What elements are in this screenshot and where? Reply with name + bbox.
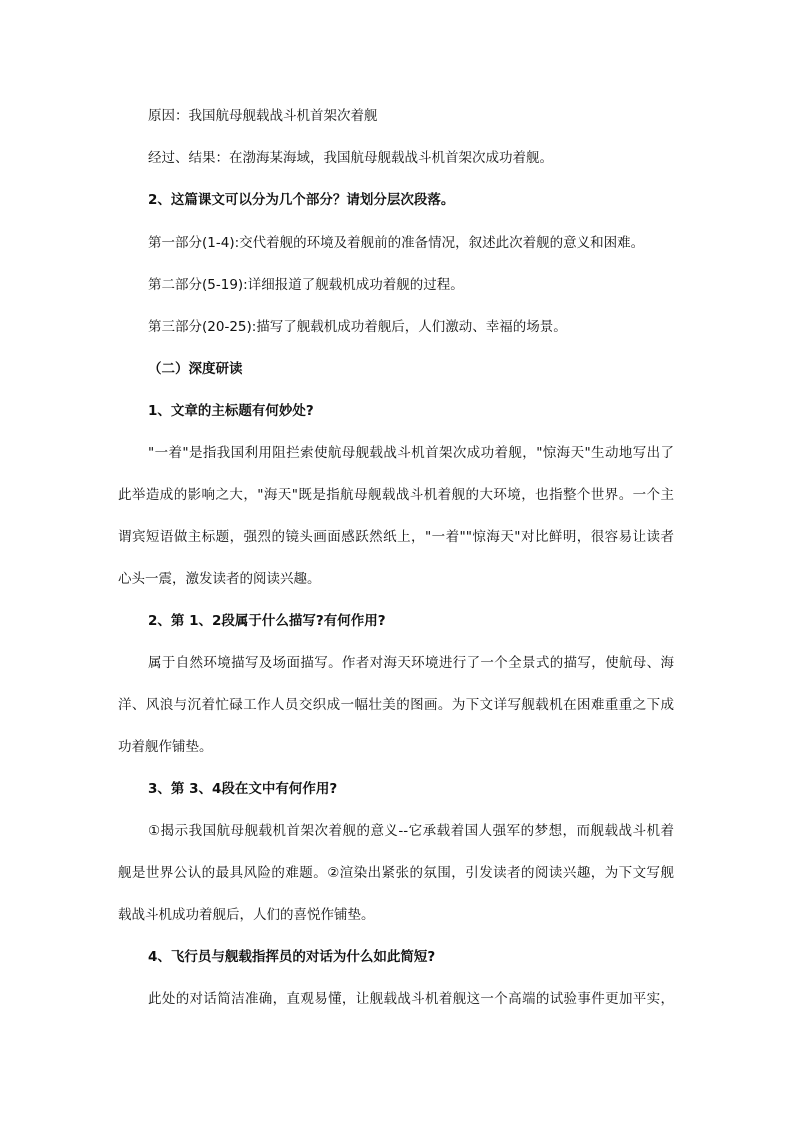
question-1-heading: 1、文章的主标题有何妙处? xyxy=(148,403,314,419)
question-4-heading: 4、飞行员与舰载指挥员的对话为什么如此简短? xyxy=(148,949,436,965)
answer-3-line-1: ①揭示我国航母舰载机首架次着舰的意义--它承载着国人强军的梦想，而舰载战斗机着 xyxy=(148,823,674,839)
part-1-line: 第一部分(1-4):交代着舰的环境及着舰前的准备情况，叙述此次着舰的意义和困难。 xyxy=(148,235,645,251)
question-2-heading: 2、这篇课文可以分为几个部分？请划分层次段落。 xyxy=(148,192,455,208)
answer-1-line-4: 心头一震，激发读者的阅读兴趣。 xyxy=(118,571,321,587)
question-3-heading: 3、第 3、4段在文中有何作用? xyxy=(148,781,338,797)
answer-3-line-2: 舰是世界公认的最具风险的难题。②渲染出紧张的氛围，引发读者的阅读兴趣，为下文写舰 xyxy=(118,865,674,881)
answer-1-line-2: 此举造成的影响之大，"海天"既是指航母舰载战斗机着舰的大环境，也指整个世界。一个主 xyxy=(118,487,674,503)
answer-2-line-2: 洋、风浪与沉着忙碌工作人员交织成一幅壮美的图画。为下文详写舰载机在困难重重之下成 xyxy=(118,697,674,713)
answer-2-line-3: 功着舰作铺垫。 xyxy=(118,739,213,755)
question-2b-heading: 2、第 1、2段属于什么描写?有何作用? xyxy=(148,613,386,629)
answer-4-line-1: 此处的对话简洁准确，直观易懂，让舰载战斗机着舰这一个高端的试验事件更加平实， xyxy=(148,991,674,1007)
answer-1-line-3: 谓宾短语做主标题，强烈的镜头画面感跃然纸上，"一着""惊海天"对比鲜明，很容易让读者 xyxy=(118,529,674,545)
part-3-line: 第三部分(20-25):描写了舰载机成功着舰后，人们激动、幸福的场景。 xyxy=(148,319,567,335)
cause-line: 原因：我国航母舰载战斗机首架次着舰 xyxy=(148,108,378,124)
section-heading-deep-reading: （二）深度研读 xyxy=(148,361,243,377)
answer-2-line-1: 属于自然环境描写及场面描写。作者对海天环境进行了一个全景式的描写，使航母、海 xyxy=(148,655,674,671)
process-result-line: 经过、结果：在渤海某海域，我国航母舰载战斗机首架次成功着舰。 xyxy=(148,150,553,166)
answer-3-line-3: 载战斗机成功着舰后，人们的喜悦作铺垫。 xyxy=(118,907,375,923)
answer-1-line-1: "一着"是指我国利用阻拦索使航母舰载战斗机首架次成功着舰，"惊海天"生动地写出了 xyxy=(148,445,674,461)
part-2-line: 第二部分(5-19):详细报道了舰载机成功着舰的过程。 xyxy=(148,277,464,293)
